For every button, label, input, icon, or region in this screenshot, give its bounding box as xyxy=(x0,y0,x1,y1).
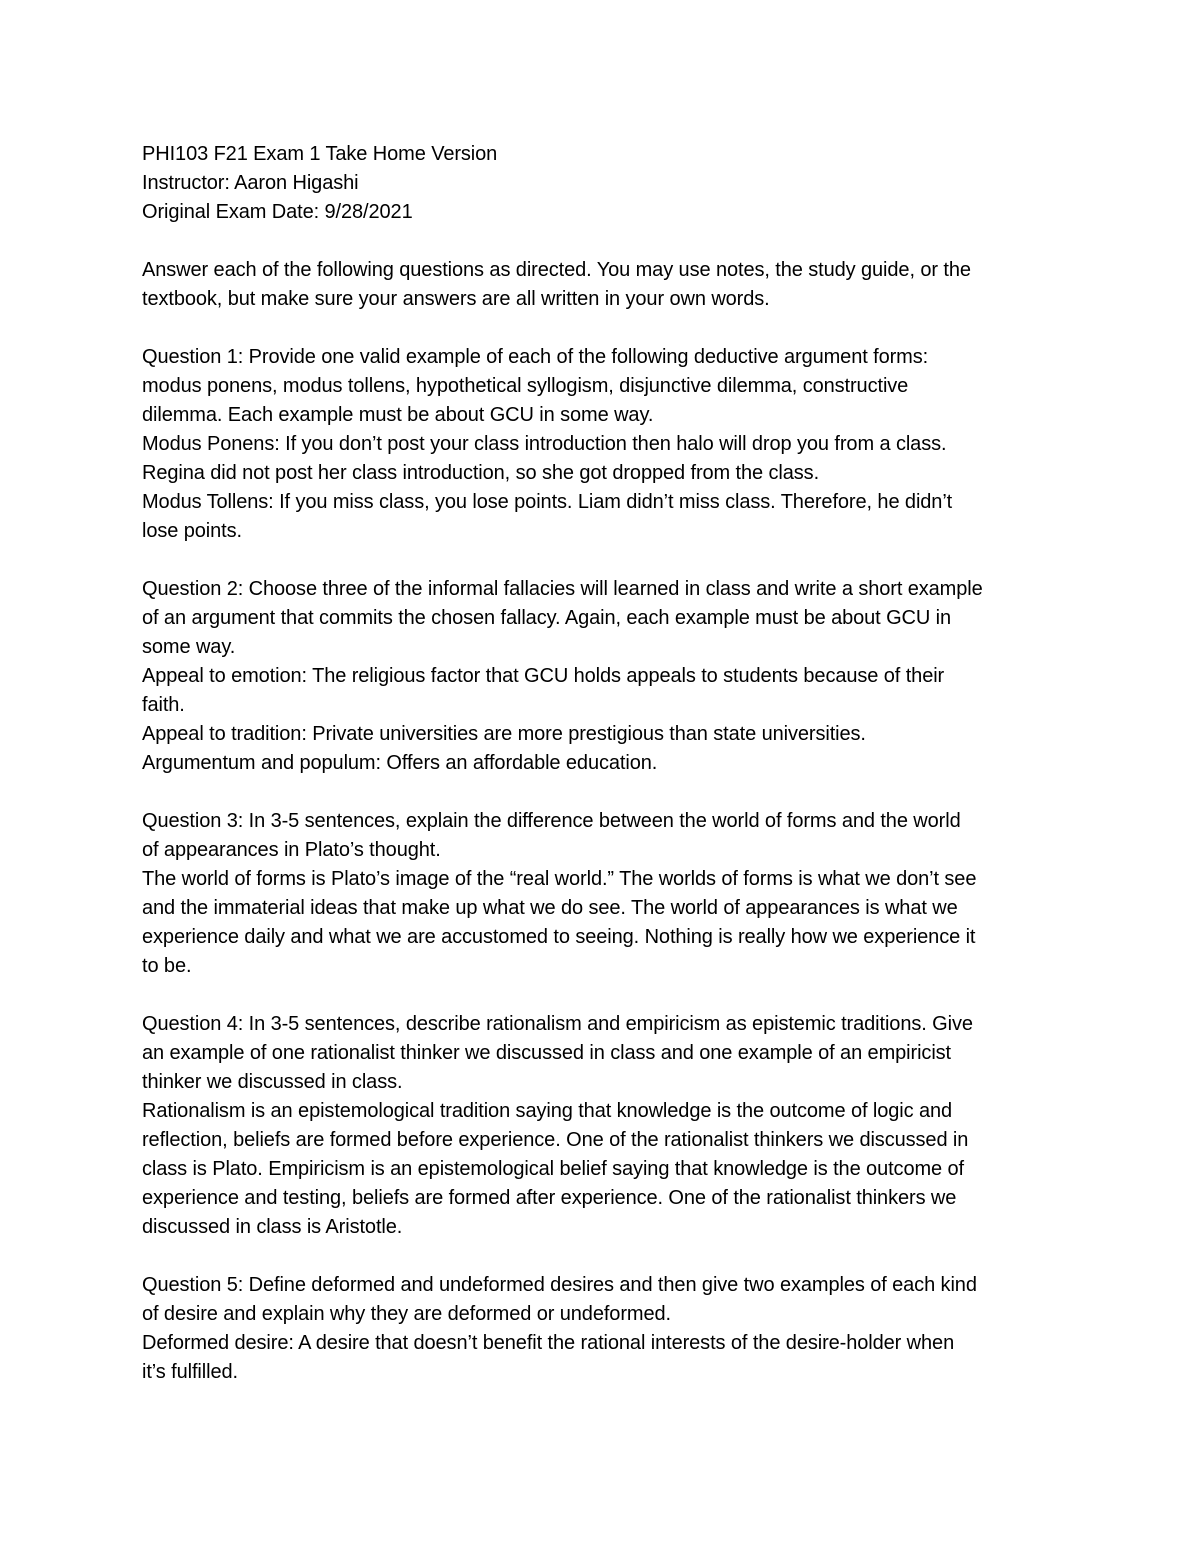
question-2-prompt-line: Question 2: Choose three of the informal fallacies will learned in class and write a short example xyxy=(142,578,983,600)
exam-date-line: Original Exam Date: 9/28/2021 xyxy=(142,201,413,223)
instructions-paragraph xyxy=(142,256,1072,314)
question-4-answer-line: reflection, beliefs are formed before experience. One of the rationalist thinkers we discussed in xyxy=(142,1129,969,1151)
question-1-answer-line: lose points. xyxy=(142,520,242,542)
question-1-section xyxy=(142,343,1072,546)
document-title: PHI103 F21 Exam 1 Take Home Version xyxy=(142,143,498,165)
question-1-answer-line: Modus Tollens: If you miss class, you lose points. Liam didn’t miss class. Therefore, he didn’t xyxy=(142,491,953,513)
blank-line xyxy=(142,778,1072,807)
question-2-answer-line: Appeal to emotion: The religious factor that GCU holds appeals to students because of their xyxy=(142,665,945,687)
question-3-section xyxy=(142,807,1072,981)
instructor-line: Instructor: Aaron Higashi xyxy=(142,172,359,194)
question-3-answer-line: to be. xyxy=(142,955,192,977)
blank-line xyxy=(142,314,1072,343)
question-2-answer-line: faith. xyxy=(142,694,185,716)
question-4-answer-line: discussed in class is Aristotle. xyxy=(142,1216,403,1238)
question-3-prompt-line: of appearances in Plato’s thought. xyxy=(142,839,441,861)
question-1-answer-line: Modus Ponens: If you don’t post your class introduction then halo will drop you from a class. xyxy=(142,433,947,455)
question-4-answer-line: class is Plato. Empiricism is an epistemological belief saying that knowledge is the outcome of xyxy=(142,1158,965,1180)
question-4-answer-line: Rationalism is an epistemological tradition saying that knowledge is the outcome of logic and xyxy=(142,1100,953,1122)
question-5-section xyxy=(142,1271,1072,1387)
question-3-answer-line: and the immaterial ideas that make up what we do see. The world of appearances is what we xyxy=(142,897,958,919)
question-5-answer-line: it’s fulfilled. xyxy=(142,1361,238,1383)
question-4-prompt-line: an example of one rationalist thinker we discussed in class and one example of an empiricist xyxy=(142,1042,952,1064)
question-5-answer-line: Deformed desire: A desire that doesn’t benefit the rational interests of the desire-holder when xyxy=(142,1332,955,1354)
question-4-answer-line: experience and testing, beliefs are formed after experience. One of the rationalist thinkers we xyxy=(142,1187,957,1209)
question-2-answer-line: Appeal to tradition: Private universities are more prestigious than state universities. xyxy=(142,723,866,745)
question-3-prompt-line: Question 3: In 3-5 sentences, explain the difference between the world of forms and the world xyxy=(142,810,961,832)
document-page xyxy=(142,140,1072,1387)
question-3-answer-line: The world of forms is Plato’s image of the “real world.” The worlds of forms is what we don’t see xyxy=(142,868,977,890)
blank-line xyxy=(142,981,1072,1010)
question-4-section xyxy=(142,1010,1072,1242)
question-2-section xyxy=(142,575,1072,778)
document-header xyxy=(142,140,1072,227)
question-2-prompt-line: of an argument that commits the chosen fallacy. Again, each example must be about GCU in xyxy=(142,607,952,629)
question-3-answer-line: experience daily and what we are accustomed to seeing. Nothing is really how we experience it xyxy=(142,926,976,948)
blank-line xyxy=(142,546,1072,575)
blank-line xyxy=(142,227,1072,256)
question-1-answer-line: Regina did not post her class introduction, so she got dropped from the class. xyxy=(142,462,820,484)
question-2-prompt-line: some way. xyxy=(142,636,236,658)
question-1-prompt-line: Question 1: Provide one valid example of each of the following deductive argument forms: xyxy=(142,346,929,368)
instructions-line: textbook, but make sure your answers are all written in your own words. xyxy=(142,288,770,310)
instructions-line: Answer each of the following questions as directed. You may use notes, the study guide, or the xyxy=(142,259,971,281)
blank-line xyxy=(142,1242,1072,1271)
question-1-prompt-line: dilemma. Each example must be about GCU in some way. xyxy=(142,404,654,426)
question-5-prompt-line: of desire and explain why they are deformed or undeformed. xyxy=(142,1303,671,1325)
question-4-prompt-line: Question 4: In 3-5 sentences, describe rationalism and empiricism as epistemic traditions. Give xyxy=(142,1013,973,1035)
question-2-answer-line: Argumentum and populum: Offers an affordable education. xyxy=(142,752,658,774)
question-1-prompt-line: modus ponens, modus tollens, hypothetical syllogism, disjunctive dilemma, constructive xyxy=(142,375,909,397)
question-4-prompt-line: thinker we discussed in class. xyxy=(142,1071,403,1093)
question-5-prompt-line: Question 5: Define deformed and undeformed desires and then give two examples of each kind xyxy=(142,1274,977,1296)
